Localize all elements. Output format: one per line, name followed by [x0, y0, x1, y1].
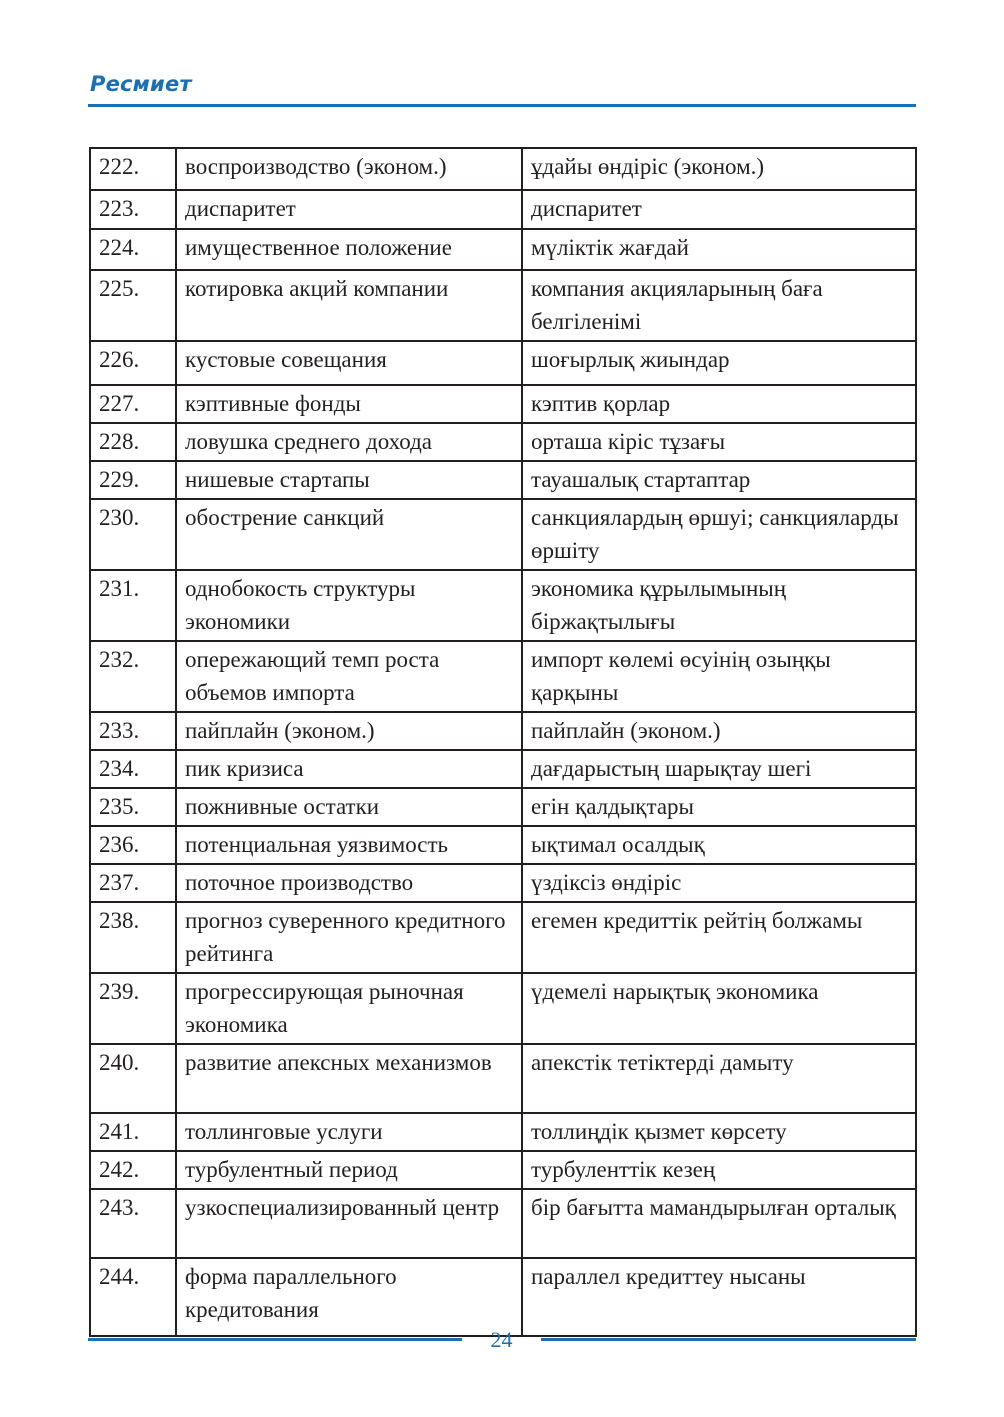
term-russian: пайплайн (эконом.) [176, 712, 522, 750]
term-russian: воспроизводство (эконом.) [176, 148, 522, 190]
glossary-table-body [90, 148, 916, 1336]
term-number: 229. [90, 461, 176, 499]
term-number: 224. [90, 229, 176, 270]
term-russian: турбулентный период [176, 1151, 522, 1189]
term-kazakh: экономика құрылымының біржақтылығы [522, 570, 916, 641]
term-russian: потенциальная уязвимость [176, 826, 522, 864]
footer-divider-right [541, 1338, 916, 1341]
term-russian: однобокость структуры экономики [176, 570, 522, 641]
term-kazakh: үздіксіз өндіріс [522, 864, 916, 902]
table-row [90, 385, 916, 423]
term-kazakh: дағдарыстың шарықтау шегі [522, 750, 916, 788]
table-row [90, 270, 916, 341]
term-russian: развитие апексных механизмов [176, 1044, 522, 1113]
term-number: 235. [90, 788, 176, 826]
term-number: 223. [90, 190, 176, 229]
term-kazakh: пайплайн (эконом.) [522, 712, 916, 750]
term-russian: опережающий темп роста объемов импорта [176, 641, 522, 712]
term-kazakh: апекстік тетіктерді дамыту [522, 1044, 916, 1113]
term-kazakh: кэптив қорлар [522, 385, 916, 423]
term-russian: пожнивные остатки [176, 788, 522, 826]
term-number: 228. [90, 423, 176, 461]
table-row [90, 229, 916, 270]
table-row [90, 1258, 916, 1336]
term-russian: узкоспециализированный центр [176, 1189, 522, 1258]
table-row [90, 864, 916, 902]
term-number: 222. [90, 148, 176, 190]
term-russian: котировка акций компании [176, 270, 522, 341]
table-row [90, 712, 916, 750]
term-number: 231. [90, 570, 176, 641]
table-row [90, 423, 916, 461]
footer-divider-left [88, 1338, 462, 1341]
term-kazakh: егін қалдықтары [522, 788, 916, 826]
table-row [90, 341, 916, 385]
term-number: 241. [90, 1113, 176, 1151]
table-row [90, 1113, 916, 1151]
term-russian: диспаритет [176, 190, 522, 229]
table-row [90, 1189, 916, 1258]
table-row [90, 499, 916, 570]
page-number: 24 [490, 1327, 513, 1352]
term-russian: кэптивные фонды [176, 385, 522, 423]
term-kazakh: санкциялардың өршуі; санкцияларды өршіту [522, 499, 916, 570]
term-number: 240. [90, 1044, 176, 1113]
term-number: 243. [90, 1189, 176, 1258]
term-russian: ловушка среднего дохода [176, 423, 522, 461]
glossary-table [89, 147, 917, 1337]
term-russian: имущественное положение [176, 229, 522, 270]
table-row [90, 750, 916, 788]
term-number: 239. [90, 973, 176, 1044]
term-russian: прогрессирующая рыночная экономика [176, 973, 522, 1044]
term-number: 244. [90, 1258, 176, 1336]
term-kazakh: егемен кредиттік рейтің болжамы [522, 902, 916, 973]
term-russian: нишевые стартапы [176, 461, 522, 499]
term-number: 234. [90, 750, 176, 788]
term-number: 227. [90, 385, 176, 423]
table-row [90, 788, 916, 826]
term-kazakh: ықтимал осалдық [522, 826, 916, 864]
term-kazakh: компания акцияларының баға белгіленімі [522, 270, 916, 341]
term-kazakh: шоғырлық жиындар [522, 341, 916, 385]
term-kazakh: орташа кіріс тұзағы [522, 423, 916, 461]
table-row [90, 190, 916, 229]
term-kazakh: мүліктік жағдай [522, 229, 916, 270]
term-russian: форма параллельного кредитования [176, 1258, 522, 1336]
table-row [90, 148, 916, 190]
term-kazakh: ұдайы өндіріс (эконом.) [522, 148, 916, 190]
term-number: 242. [90, 1151, 176, 1189]
table-row [90, 1151, 916, 1189]
term-russian: поточное производство [176, 864, 522, 902]
header-divider [88, 104, 916, 107]
term-kazakh: тауашалық стартаптар [522, 461, 916, 499]
term-kazakh: параллел кредиттеу нысаны [522, 1258, 916, 1336]
term-russian: обострение санкций [176, 499, 522, 570]
term-russian: толлинговые услуги [176, 1113, 522, 1151]
term-kazakh: үдемелі нарықтық экономика [522, 973, 916, 1044]
term-kazakh: импорт көлемі өсуінің озыңқы қарқыны [522, 641, 916, 712]
term-number: 236. [90, 826, 176, 864]
table-row [90, 641, 916, 712]
table-row [90, 570, 916, 641]
term-kazakh: диспаритет [522, 190, 916, 229]
term-kazakh: турбуленттік кезең [522, 1151, 916, 1189]
term-number: 232. [90, 641, 176, 712]
term-number: 225. [90, 270, 176, 341]
term-number: 237. [90, 864, 176, 902]
term-number: 233. [90, 712, 176, 750]
table-row [90, 902, 916, 973]
table-row [90, 973, 916, 1044]
table-row [90, 826, 916, 864]
term-number: 238. [90, 902, 176, 973]
term-number: 230. [90, 499, 176, 570]
table-row [90, 461, 916, 499]
page-header-title: Ресмиет [90, 72, 192, 96]
term-russian: пик кризиса [176, 750, 522, 788]
term-kazakh: бір бағытта мамандырылған орталық [522, 1189, 916, 1258]
term-russian: кустовые совещания [176, 341, 522, 385]
term-number: 226. [90, 341, 176, 385]
table-row [90, 1044, 916, 1113]
term-kazakh: толлиңдік қызмет көрсету [522, 1113, 916, 1151]
term-russian: прогноз суверенного кредитного рейтинга [176, 902, 522, 973]
